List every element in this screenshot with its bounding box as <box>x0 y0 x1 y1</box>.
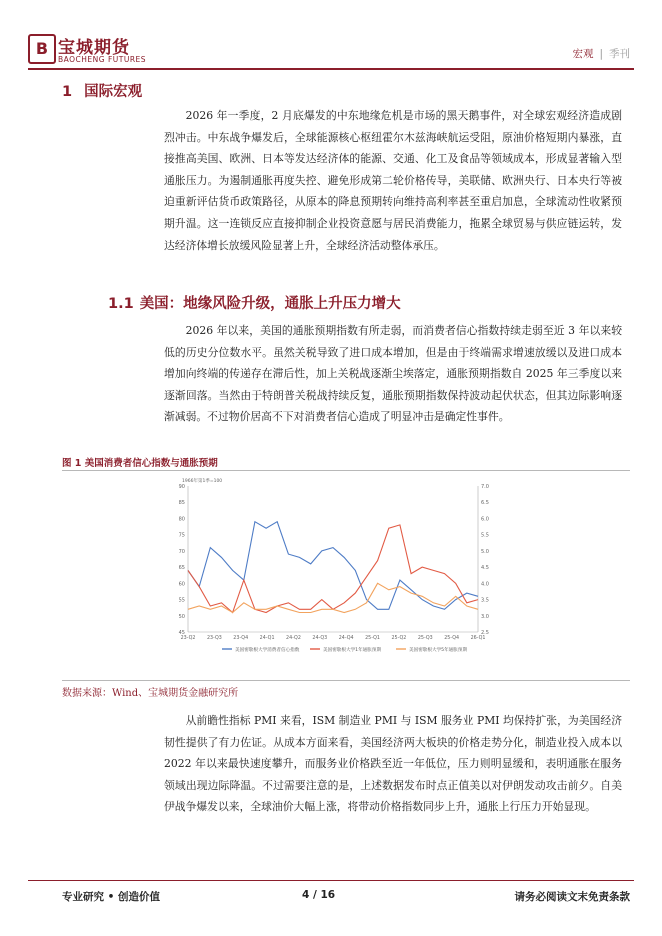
header-separator: | <box>599 48 603 60</box>
left-tick-label: 70 <box>178 548 185 555</box>
x-tick-label: 23-Q3 <box>206 636 222 641</box>
left-tick-label: 50 <box>178 613 185 620</box>
x-tick-label: 25-Q3 <box>417 636 433 641</box>
logo-mark: B <box>28 34 56 64</box>
x-tick-label: 25-Q2 <box>391 636 407 641</box>
x-tick-label: 24-Q4 <box>338 636 354 641</box>
left-tick-label: 60 <box>178 581 185 588</box>
legend-label: 美国密歇根大学5年通胀预期 <box>409 647 468 653</box>
left-tick-label: 65 <box>178 565 185 572</box>
figure-title: 图 1 美国消费者信心指数与通胀预期 <box>62 458 218 469</box>
header-rule <box>28 68 634 70</box>
right-tick-label: 2.5 <box>481 630 489 636</box>
right-tick-label: 6.5 <box>481 500 489 507</box>
logo-english: BAOCHENG FUTURES <box>58 55 147 64</box>
figure-source: 数据来源：Wind、宝城期货金融研究所 <box>62 688 239 699</box>
right-tick-label: 7.0 <box>481 484 489 490</box>
left-tick-label: 55 <box>178 597 185 604</box>
left-tick-label: 75 <box>178 532 185 539</box>
right-tick-label: 6.0 <box>481 516 489 523</box>
series-line <box>188 583 478 612</box>
category-label: 宏观 <box>572 48 594 60</box>
x-tick-label: 24-Q3 <box>312 636 328 641</box>
left-tick-label: 90 <box>178 484 185 490</box>
x-tick-label: 24-Q2 <box>286 636 301 641</box>
section-heading <box>62 80 142 101</box>
footer-rule <box>28 880 634 881</box>
footer-disclaimer: 请务必阅读文末免责条款 <box>514 891 630 903</box>
x-tick-label: 25-Q4 <box>444 636 460 641</box>
section-title: 国际宏观 <box>84 84 143 100</box>
right-tick-label: 4.0 <box>481 581 489 588</box>
x-tick-label: 26-Q1 <box>470 636 486 641</box>
series-line <box>188 522 478 610</box>
subsection-paragraph-1: 2026 年以来，美国的通胀预期指数有所走弱，而消费者信心指数持续走弱至近 3 年以来较低的历史分位数水平。虽然关税导致了进口成本增加，但是由于终端需求增速放缓以及进口成本增加向终端的传递存在滞后性，加上关税战逐渐尘埃落定，通胀预期指数自 2025 年三季度以来逐渐回落。当然由于特朗普关税战持续反复，通胀预期指数保持波动起伏状态，但其边际影响逐渐减弱。不过物价居高不下对消费者信心造成了明显冲击是确定性事件。 <box>164 324 622 424</box>
left-tick-label: 85 <box>178 500 185 507</box>
chart-unit-label: 1966年第1季=100 <box>182 479 223 484</box>
report-type: 季刊 <box>609 48 630 60</box>
left-tick-label: 45 <box>178 630 185 636</box>
x-tick-label: 25-Q1 <box>365 636 380 641</box>
right-tick-label: 5.5 <box>481 532 489 539</box>
subsection-paragraph-2: 从前瞻性指标 PMI 来看，ISM 制造业 PMI 与 ISM 服务业 PMI 均保持扩张，为美国经济韧性提供了有力佐证。从成本方面来看，美国经济两大板块的价格走势分化，制造业投入成本以 2022 年以来最快速度攀升，而服务业价格跌至近一年低位，压力则明显缓和，表明通胀在服务领域出现边际降温。不过需要注意的是，上述数据发布时点正值美以对伊朗发动攻击前夕。自美伊战争爆发以来，全球油价大幅上涨，将带动价格指数同步上升，通胀上行压力开始显现。 <box>164 714 622 814</box>
page-number: 4 / 16 <box>302 889 336 901</box>
subsection-title: 美国：地缘风险升级，通胀上升压力增大 <box>139 296 401 312</box>
section-paragraph: 2026 年一季度，2 月底爆发的中东地缘危机是市场的黑天鹅事件，对全球宏观经济造成剧烈冲击。中东战争爆发后，全球能源核心枢纽霍尔木兹海峡航运受阻，原油价格短期内暴涨，直接推高美国、欧洲、日本等发达经济体的能源、交通、化工及食品等领域成本，形成显著输入型通胀压力。为遏制通胀再度失控、避免形成第二轮价格传导，美联储、欧洲央行、日本央行等被迫重新评估货币政策路径，从原本的降息预期转向维持高利率甚至重启加息，全球流动性收紧预期升温。这一连锁反应直接抑制企业投资意愿与居民消费能力，拖累全球贸易与供应链运转，发达经济体增长放缓风险显著上升，全球经济活动整体承压。 <box>164 109 622 252</box>
legend-label: 美国密歇根大学消费者信心指数 <box>235 647 300 653</box>
chart <box>170 474 500 674</box>
section-number: 1 <box>62 84 73 100</box>
footer-slogan: 专业研究 • 创造价值 <box>62 891 161 903</box>
subsection-number: 1.1 <box>108 296 134 312</box>
figure-top-rule <box>62 470 630 471</box>
logo-text: 宝城期货 <box>58 38 130 58</box>
x-tick-label: 23-Q2 <box>180 636 196 641</box>
legend-label: 美国密歇根大学1年通胀预期 <box>323 647 382 653</box>
right-tick-label: 3.0 <box>481 613 489 620</box>
x-tick-label: 23-Q4 <box>233 636 249 641</box>
right-tick-label: 5.0 <box>481 548 489 555</box>
x-tick-label: 24-Q1 <box>259 636 275 641</box>
header-category <box>572 46 630 61</box>
right-tick-label: 4.5 <box>481 565 489 572</box>
figure-bottom-rule <box>62 680 630 681</box>
left-tick-label: 80 <box>178 516 185 523</box>
subsection-heading <box>108 292 401 313</box>
right-tick-label: 3.5 <box>481 597 489 604</box>
